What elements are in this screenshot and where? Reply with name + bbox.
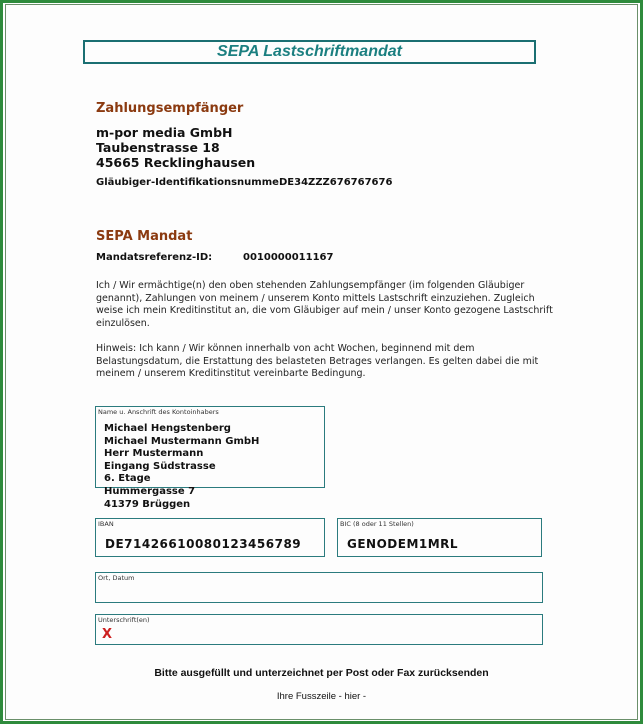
signature-label: Unterschrift(en): [98, 616, 150, 624]
address-line: Herr Mustermann: [104, 448, 204, 460]
page-footer: Ihre Fusszeile - hier -: [276, 691, 367, 702]
signature-field[interactable]: [95, 614, 543, 645]
bic-value: GENODEM1MRL: [347, 537, 459, 551]
document-title: SEPA Lastschriftmandat: [83, 40, 536, 64]
bic-field[interactable]: [337, 518, 542, 557]
iban-field[interactable]: [95, 518, 325, 557]
return-instruction: Bitte ausgefüllt und unterzeichnet per Post oder Fax zurücksenden: [154, 667, 489, 679]
bic-label: BIC (8 oder 11 Stellen): [340, 520, 414, 528]
payee-city: 45665 Recklinghausen: [96, 155, 256, 170]
address-line: 41379 Brüggen: [104, 498, 191, 510]
mandate-reference-value: 0010000011167: [243, 252, 334, 263]
mandate-authorization-text: Ich / Wir ermächtige(n) den oben stehenden Zahlungsempfänger (im folgenden Gläubiger genannt), Zahlungen von meinem / unserem Konto mittels Lastschrift einzuziehen. Zugleich weise ich mein Kreditinstitut an, die vom Gläubiger auf mein / unser Konto gezogene Lastschrift einzulösen.: [96, 280, 553, 329]
account-holder-address: [104, 423, 259, 511]
address-line: Michael Hengstenberg: [104, 423, 231, 434]
place-date-label: Ort, Datum: [98, 574, 135, 582]
address-line: Eingang Südstrasse: [104, 460, 216, 472]
iban-value: DE71426610080123456789: [105, 537, 302, 551]
place-date-field[interactable]: [95, 572, 543, 603]
mandate-reference-label: Mandatsreferenz-ID:: [96, 252, 213, 263]
account-holder-label: Name u. Anschrift des Kontoinhabers: [98, 408, 219, 416]
address-line: Michael Mustermann GmbH: [104, 435, 260, 447]
address-line: Hummergasse 7: [104, 485, 196, 497]
creditor-id-label: Gläubiger-Identifikationsnumme: [96, 177, 279, 188]
iban-label: IBAN: [98, 520, 114, 528]
signature-mark-icon: X: [102, 627, 113, 642]
mandate-notice-text: Hinweis: Ich kann / Wir können innerhalb von acht Wochen, beginnend mit dem Belastungsdatum, die Erstattung des belasteten Betrages verlangen. Es gelten dabei die mit meinem / unserem Kreditinstitut vereinbarte Bedingung.: [96, 343, 539, 379]
address-line: 6. Etage: [104, 473, 151, 485]
payee-street: Taubenstrasse 18: [96, 140, 220, 155]
mandate-heading: SEPA Mandat: [96, 229, 193, 244]
payee-name: m-por media GmbH: [96, 125, 233, 140]
creditor-id-value: DE34ZZZ676767676: [279, 177, 393, 188]
payee-heading: Zahlungsempfänger: [96, 101, 244, 116]
